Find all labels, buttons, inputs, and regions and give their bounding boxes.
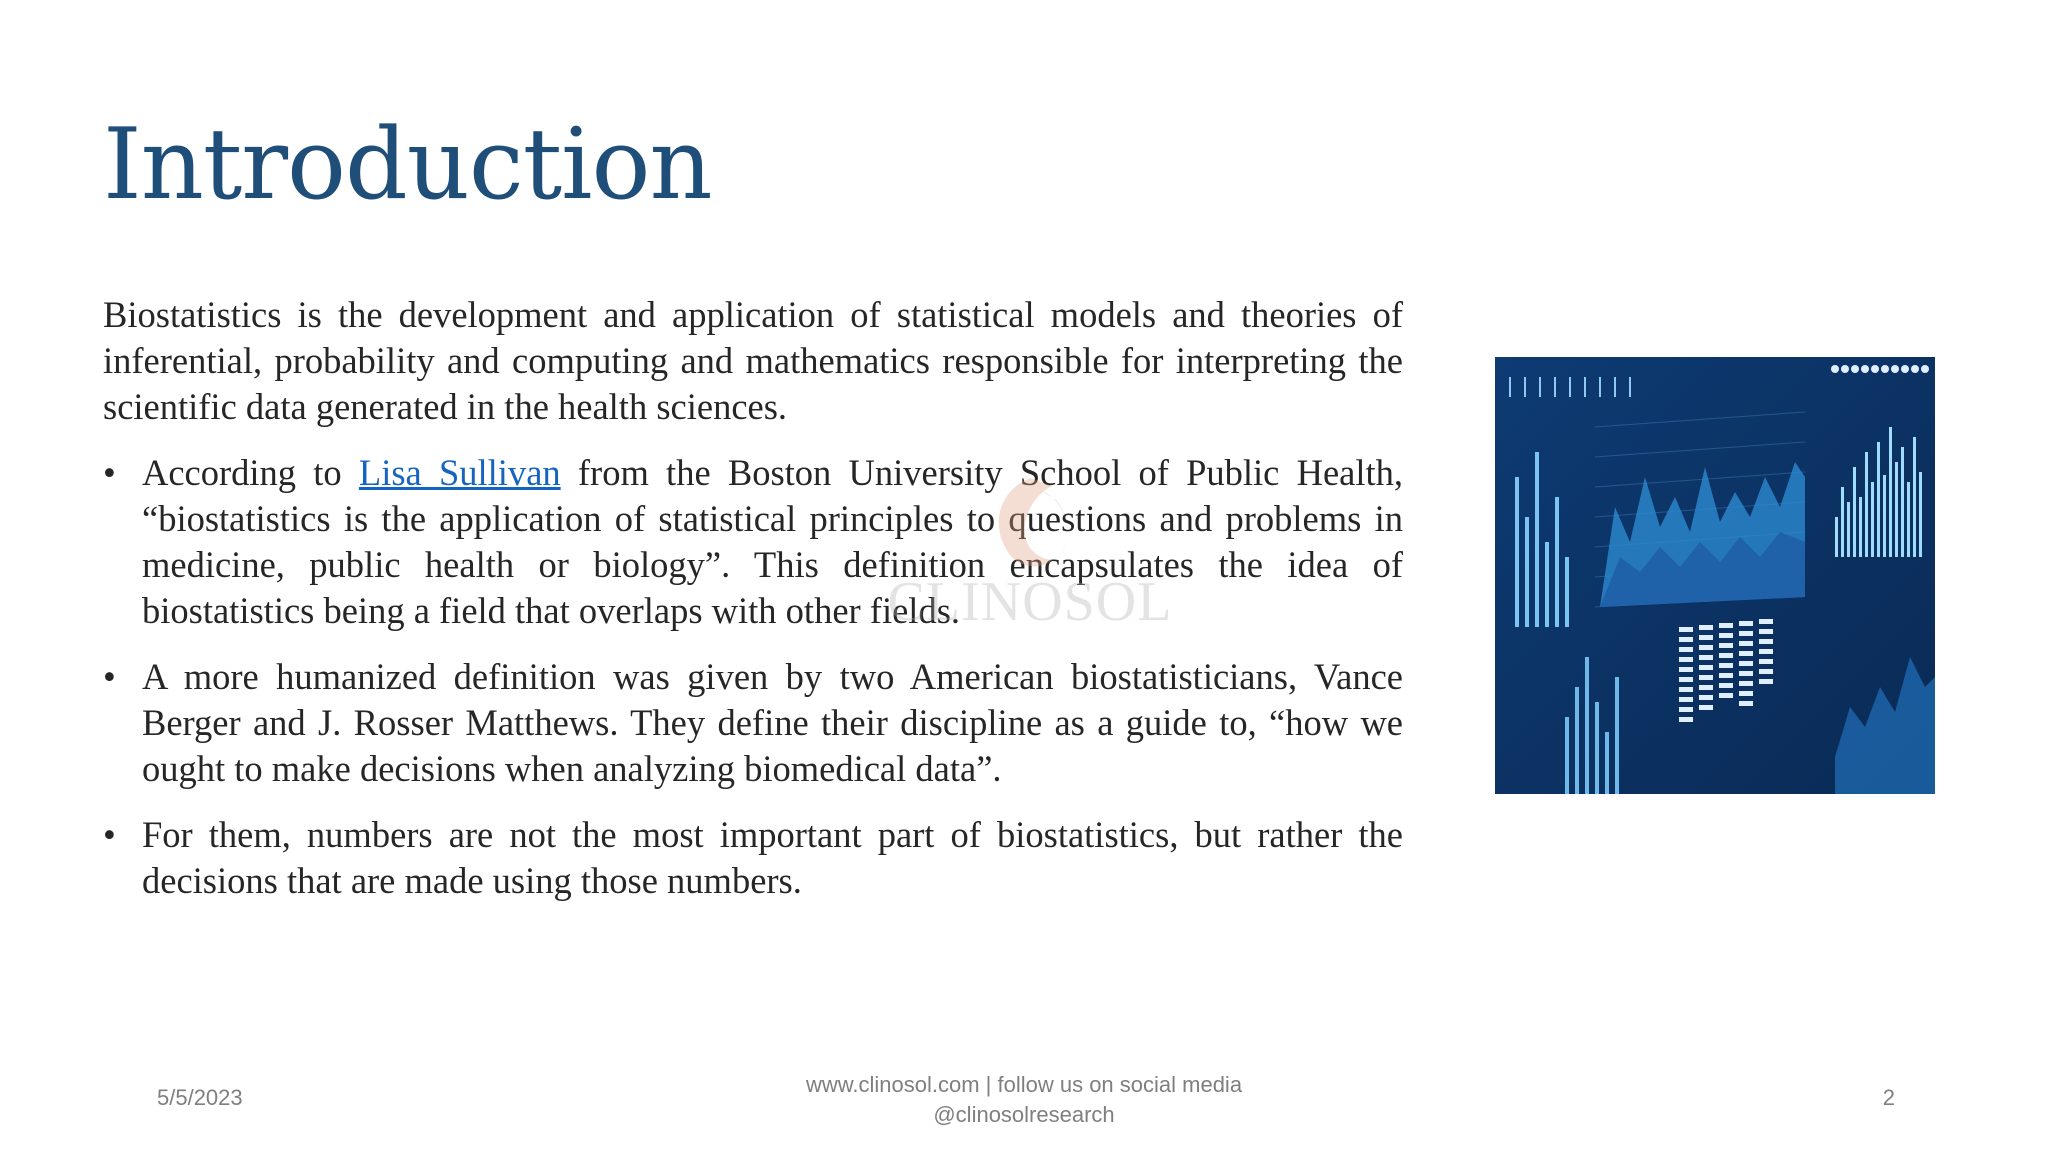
bullet-list (103, 450, 1403, 904)
analytics-dashboard-image (1495, 357, 1935, 794)
bullet-item-humanized: • A more humanized definition was given by two American biostatisticians, Vance Berger and J. Rosser Matthews. They define their discipline as a guide to, “how we ought to make decisions when analyzing biomedical data”. (103, 654, 1403, 792)
lisa-sullivan-link[interactable]: Lisa Sullivan (358, 452, 561, 493)
slide-body (103, 292, 1403, 924)
bullet-text-before: According to (142, 452, 359, 493)
bullet-item-sullivan (103, 450, 1403, 634)
footer-social-handle: @clinosolresearch (933, 1102, 1115, 1127)
intro-paragraph: Biostatistics is the development and application of statistical models and theories of inferential, probability and computing and mathematics responsible for interpreting the scientific data generated in the health sciences. (103, 294, 1403, 427)
bullet-item-numbers: • For them, numbers are not the most important part of biostatistics, but rather the decisions that are made using those numbers. (103, 812, 1403, 904)
footer-website-line: www.clinosol.com | follow us on social media (805, 1072, 1243, 1097)
slide-title: Introduction (103, 108, 712, 222)
watermark-text: CLINOSOL (887, 571, 1173, 633)
footer-date: 5/5/2023 (157, 1085, 243, 1110)
footer-website (700, 1070, 1348, 1130)
footer-page-number: 2 (1882, 1085, 1895, 1110)
bullet-text-after: from the Boston University School of Public Health, “biostatistics is the application of statistical principles to questions and problems in medicine, public health or biology”. This definition encapsulates the idea of biostatistics being a field that overlaps with other fields. (142, 452, 1404, 631)
dashboard-illustration (1495, 357, 1935, 794)
